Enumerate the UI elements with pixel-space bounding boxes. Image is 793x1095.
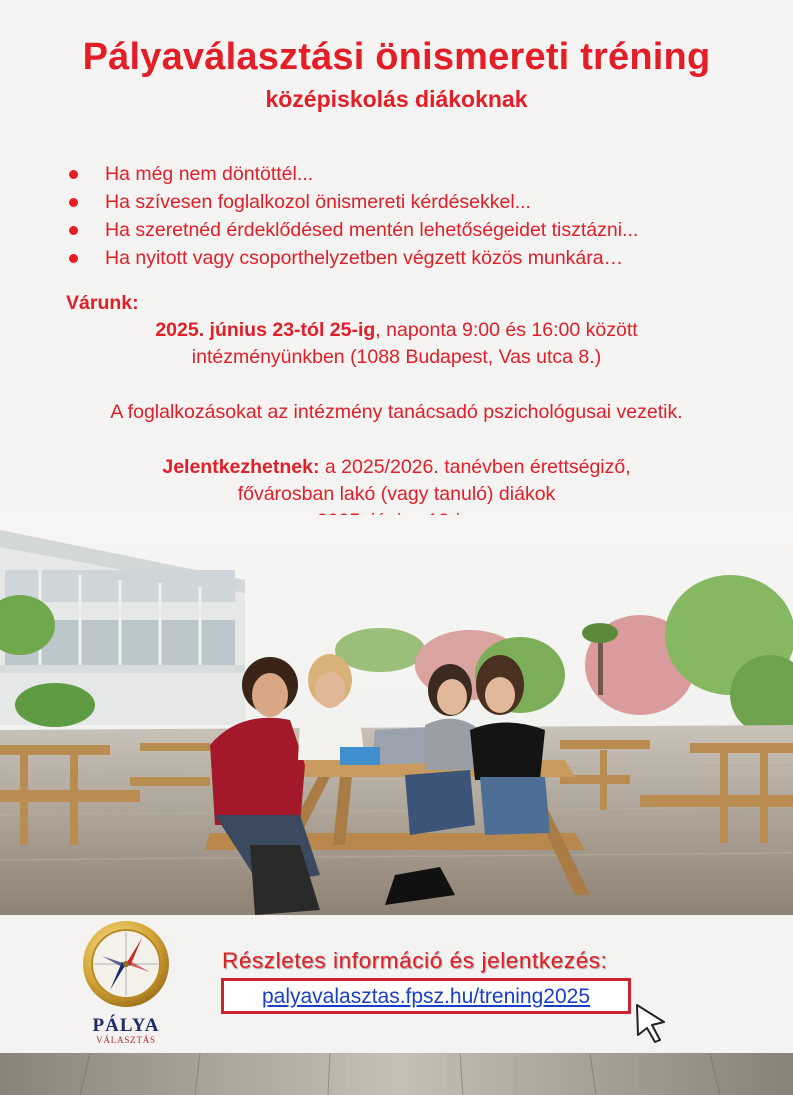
apply-rest: a 2025/2026. tanévben érettségiző, (319, 456, 631, 478)
registration-link[interactable]: palyavalasztas.fpsz.hu/trening2025 (261, 985, 591, 1008)
floor-strip (0, 1053, 793, 1095)
waiting-label: Várunk: (66, 292, 139, 314)
dates-line (0, 317, 793, 344)
compass-icon (80, 918, 172, 1010)
pointer-cursor-icon (634, 1002, 670, 1046)
list-item: Ha még nem döntöttél... (66, 160, 638, 188)
apply-label: Jelentkezhetnek: (162, 456, 320, 478)
dates-rest: , naponta 9:00 és 16:00 között (375, 319, 638, 341)
leaders-line: A foglalkozásokat az intézmény tanácsadó pszichológusai vezetik. (110, 401, 683, 423)
apply-line (0, 454, 793, 481)
bullet-dot-icon (69, 170, 78, 179)
registration-link-box[interactable] (221, 978, 631, 1014)
bullet-dot-icon (69, 198, 78, 207)
apply-line-2: fővárosban lakó (vagy tanuló) diákok (237, 483, 556, 505)
bullet-dot-icon (69, 254, 78, 263)
logo-word: PÁLYA (92, 1015, 160, 1036)
info-heading: Részletes információ és jelentkezés: (222, 948, 608, 973)
bullet-list (66, 160, 638, 272)
page-title: Pályaválasztási önismereti tréning (82, 36, 711, 78)
list-item: Ha szívesen foglalkozol önismereti kérdésekkel... (66, 188, 638, 216)
students-photo (0, 515, 793, 915)
list-item: Ha nyitott vagy csoporthelyzetben végzett közös munkára… (66, 244, 638, 272)
dates-bold: 2025. június 23-tól 25-ig (155, 319, 376, 341)
page-subtitle: középiskolás diákoknak (265, 86, 528, 112)
list-item: Ha szeretnéd érdeklődésed mentén lehetőségeidet tisztázni... (66, 216, 638, 244)
logo-subtitle: VÁLASZTÁS (96, 1035, 156, 1045)
bullet-dot-icon (69, 226, 78, 235)
location-line: intézményünkben (1088 Budapest, Vas utca 8.) (191, 346, 602, 368)
